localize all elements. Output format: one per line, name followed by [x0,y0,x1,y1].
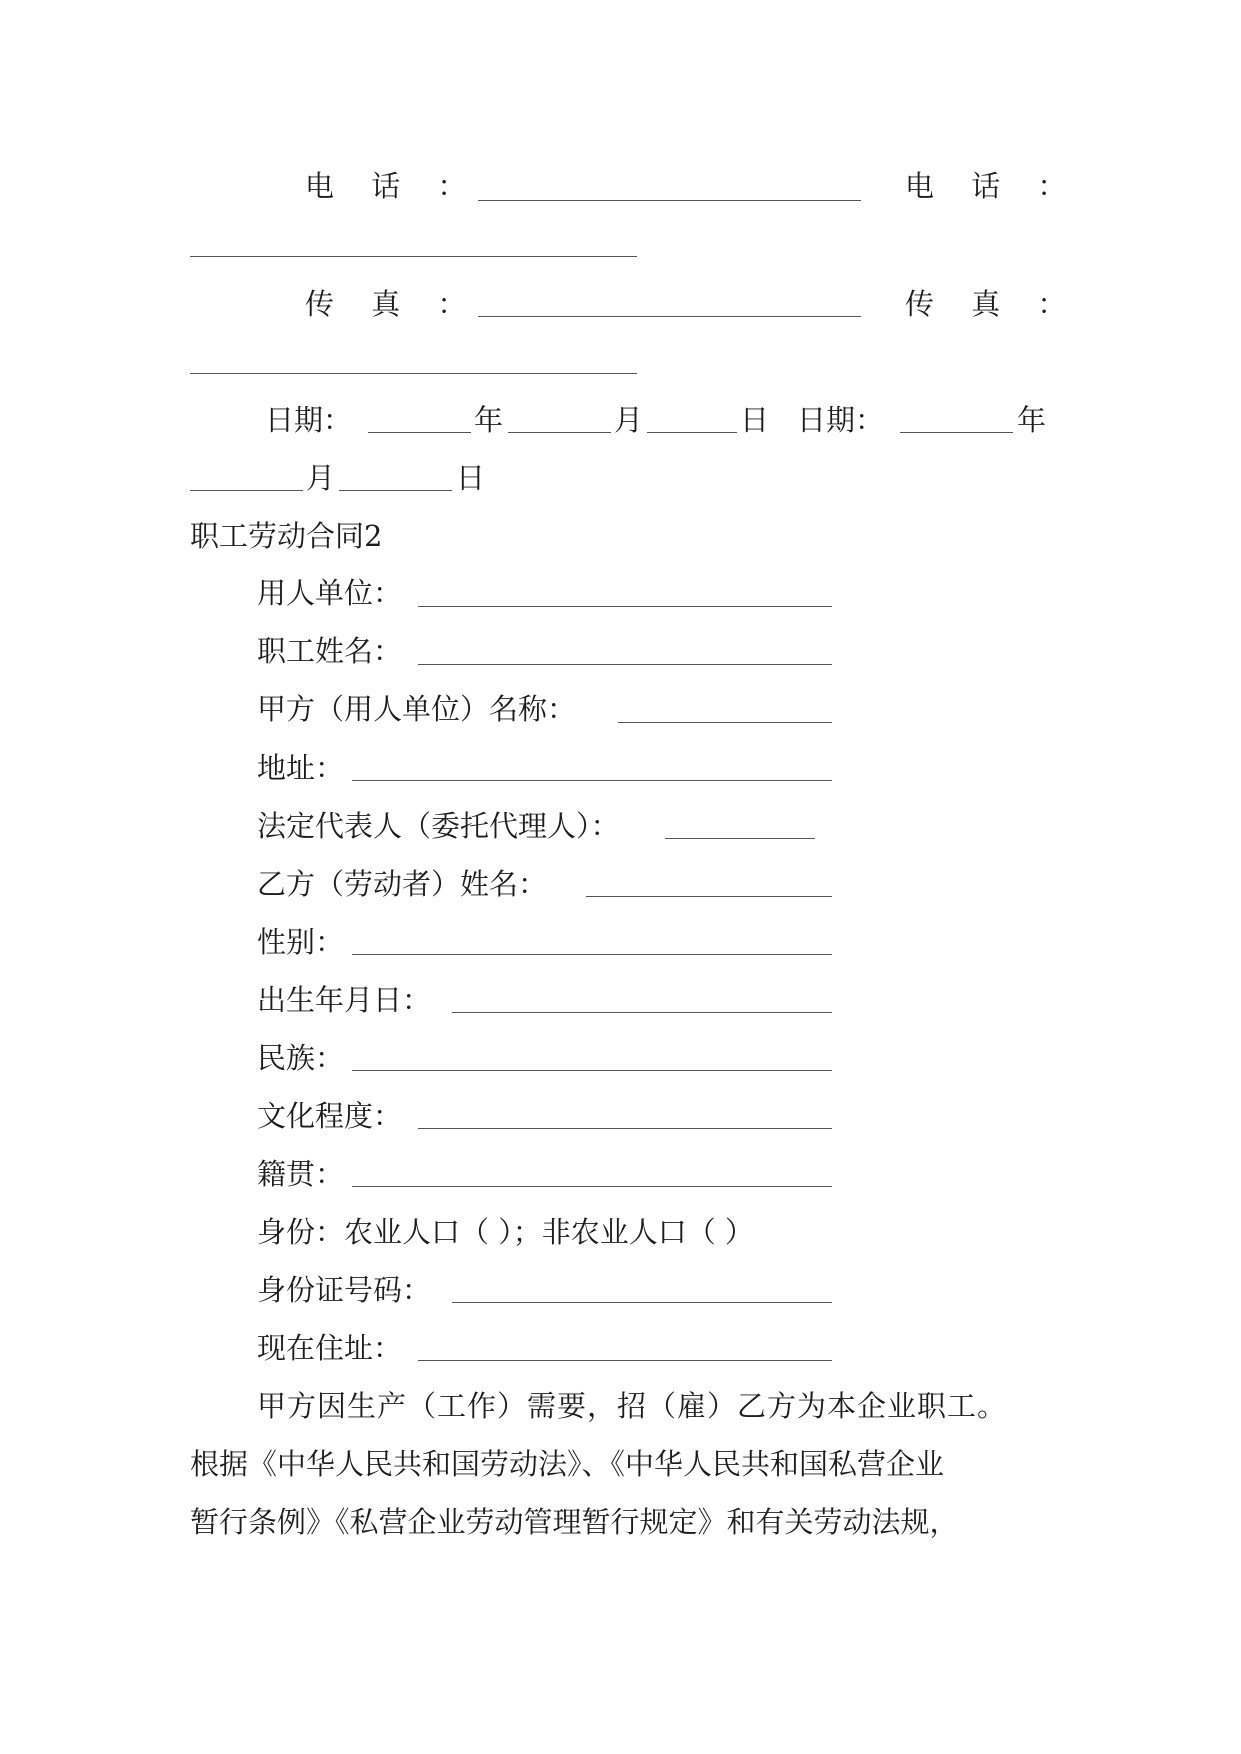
date-label-right: 日期： [797,403,885,437]
field-label-birthdate: 出生年月日： [257,983,432,1017]
fax-label-right: 传 真 ： [905,287,1081,321]
field-blank-native-place[interactable] [352,1186,832,1187]
field-blank-party-b-name[interactable] [586,896,832,897]
fax-blank-left[interactable] [478,316,861,317]
field-label-address: 地址： [257,751,345,785]
field-label-native-place: 籍贯： [257,1157,345,1191]
field-blank-current-address[interactable] [418,1360,832,1361]
phone-label-left: 电 话 ： [305,169,481,203]
field-blank-ethnicity[interactable] [352,1070,832,1071]
date-year-right: 年 [1017,403,1047,437]
date-month-blank-right[interactable] [190,490,303,491]
field-blank-employer[interactable] [418,606,832,607]
field-blank-legal-rep[interactable] [665,838,815,839]
field-label-legal-rep: 法定代表人（委托代理人）： [257,809,620,843]
date-day-right: 日 [456,461,486,495]
paragraph-line-1: 甲方因生产（工作）需要，招（雇）乙方为本企业职工。 [257,1389,1008,1423]
date-label-left: 日期： [265,403,353,437]
field-label-education: 文化程度： [257,1099,403,1133]
phone-blank-left[interactable] [478,200,861,201]
field-label-employee-name: 职工姓名： [257,634,403,668]
date-month-blank-left[interactable] [508,432,611,433]
date-year-blank-right[interactable] [900,432,1013,433]
field-blank-id-number[interactable] [452,1302,832,1303]
field-blank-employee-name[interactable] [418,664,832,665]
field-label-id-number: 身份证号码： [257,1273,432,1307]
field-label-party-a-name: 甲方（用人单位）名称： [257,692,577,726]
date-day-left: 日 [740,403,770,437]
fax-label-left: 传 真 ： [305,287,481,321]
date-month-right: 月 [306,461,336,495]
date-day-blank-right[interactable] [339,490,452,491]
date-year-left: 年 [474,403,504,437]
paragraph-line-2: 根据《中华人民共和国劳动法》、《中华人民共和国私营企业 [190,1447,945,1481]
date-day-blank-left[interactable] [647,432,737,433]
contract-title: 职工劳动合同2 [190,519,383,553]
fax-blank-right[interactable] [190,373,637,374]
field-blank-address[interactable] [352,780,832,781]
field-blank-birthdate[interactable] [452,1012,832,1013]
date-year-blank-left[interactable] [368,432,471,433]
field-label-current-address: 现在住址： [257,1331,403,1365]
paragraph-line-3: 暂行条例》《私营企业劳动管理暂行规定》和有关劳动法规， [190,1505,959,1539]
field-label-employer: 用人单位： [257,576,403,610]
phone-label-right: 电 话 ： [905,169,1081,203]
field-label-party-b-name: 乙方（劳动者）姓名： [257,867,548,901]
field-blank-party-a-name[interactable] [618,722,832,723]
date-month-left: 月 [614,403,644,437]
field-blank-gender[interactable] [352,954,832,955]
field-label-gender: 性别： [257,925,345,959]
field-label-hukou-status: 身份：农业人口（ ）；非农业人口（ ） [257,1215,754,1249]
phone-blank-right[interactable] [190,256,637,257]
field-blank-education[interactable] [418,1128,832,1129]
field-label-ethnicity: 民族： [257,1041,345,1075]
